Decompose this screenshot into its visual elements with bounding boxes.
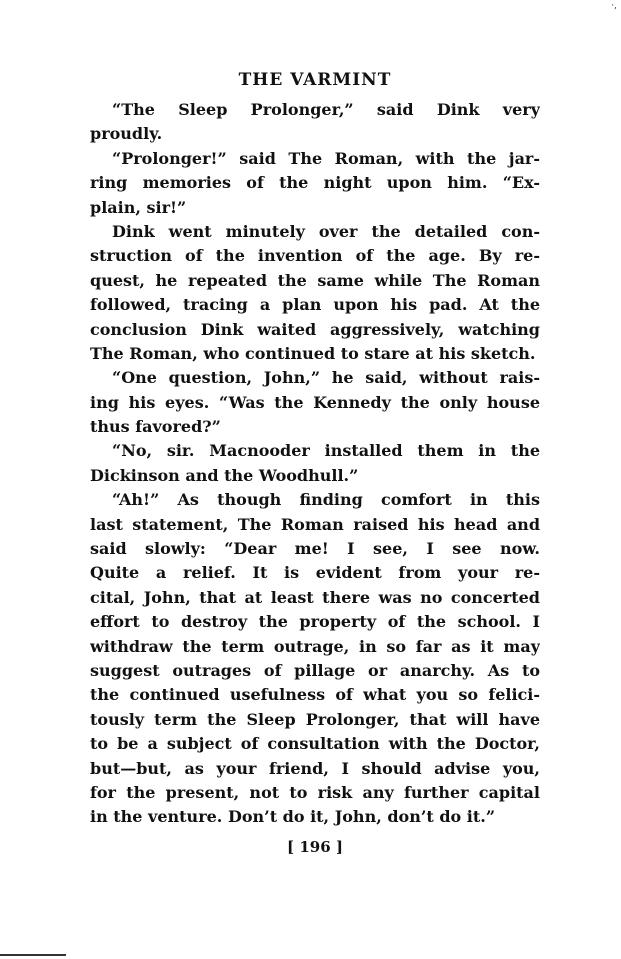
text-line: ring memories of the night upon him. “Ex- xyxy=(90,173,540,193)
text-line: followed, tracing a plan upon his pad. At the xyxy=(90,295,540,315)
text-line: for the present, not to risk any further capital xyxy=(90,782,540,802)
text-line: “No, sir. Macnooder installed them in the xyxy=(112,441,540,461)
text-line: suggest outrages of pillage or anarchy. As to xyxy=(90,660,540,680)
body-text xyxy=(90,98,540,830)
text-line: tously term the Sleep Prolonger, that will have xyxy=(90,709,540,729)
text-line: “The Sleep Prolonger,” said Dink very xyxy=(112,100,540,119)
text-line: effort to destroy the property of the school. I xyxy=(90,612,540,632)
text-line: The Roman, who continued to stare at his sketch. xyxy=(90,343,536,363)
running-head: THE VARMINT xyxy=(238,70,392,90)
text-line: the continued usefulness of what you so felici- xyxy=(90,685,540,705)
text-line: Dickinson and the Woodhull.” xyxy=(90,465,359,485)
text-line: proudly. xyxy=(90,124,163,144)
corner-speck: ·, xyxy=(611,1,617,11)
text-line: said slowly: “Dear me! I see, I see now. xyxy=(90,539,540,559)
text-line: to be a subject of consultation with the Doctor, xyxy=(90,734,540,754)
text-line: plain, sir!” xyxy=(90,197,187,217)
text-line: cital, John, that at least there was no concerted xyxy=(90,587,540,607)
text-line: “Prolonger!” said The Roman, with the jar- xyxy=(112,148,540,168)
text-line: Dink went minutely over the detailed con- xyxy=(112,221,540,241)
text-line: quest, he repeated the same while The Roman xyxy=(90,270,540,290)
text-line: ing his eyes. “Was the Kennedy the only house xyxy=(90,392,540,412)
text-line: thus favored?” xyxy=(90,417,221,437)
text-line: conclusion Dink waited aggressively, watching xyxy=(90,319,540,339)
text-line: struction of the invention of the age. By re- xyxy=(90,246,540,266)
text-line: Quite a relief. It is evident from your re- xyxy=(90,563,540,583)
text-line: “One question, John,” he said, without rais- xyxy=(112,368,540,388)
text-line: withdraw the term outrage, in so far as it may xyxy=(90,636,540,656)
text-line: last statement, The Roman raised his head and xyxy=(90,514,540,534)
text-line: but—but, as your friend, I should advise you, xyxy=(90,758,540,778)
corner-rule xyxy=(0,954,66,956)
page-number: [ 196 ] xyxy=(287,838,343,856)
text-line: “Ah!” As though finding comfort in this xyxy=(112,490,540,510)
text-line: in the venture. Don’t do it, John, don’t do it.” xyxy=(90,807,496,827)
